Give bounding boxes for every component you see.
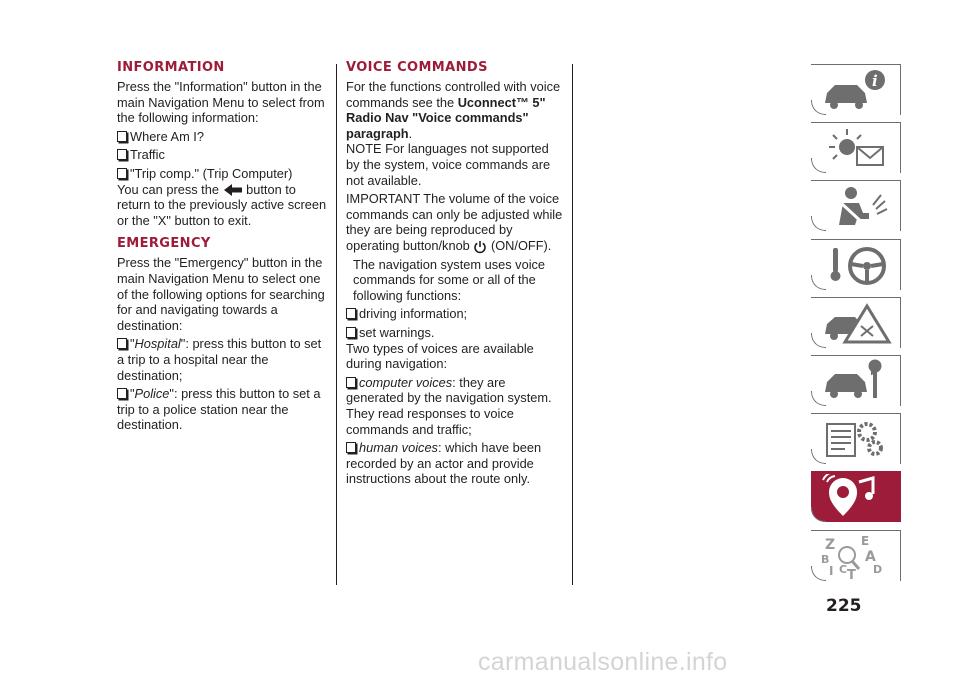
index-letter: Z bbox=[825, 536, 836, 553]
starting-driving-icon bbox=[821, 242, 897, 288]
chapter-tabs bbox=[811, 64, 901, 588]
right-column bbox=[346, 60, 564, 490]
index-letter: D bbox=[873, 562, 883, 576]
checkbox-bullet-icon bbox=[346, 377, 356, 388]
index-letter: B bbox=[821, 552, 830, 566]
tab-index[interactable] bbox=[811, 530, 901, 581]
tab-multimedia[interactable] bbox=[811, 471, 901, 522]
back-arrow-icon bbox=[223, 183, 243, 197]
tab-safety[interactable] bbox=[811, 180, 901, 231]
checkbox-bullet-icon bbox=[117, 149, 127, 160]
car-info-icon bbox=[821, 67, 897, 113]
emergency-intro: Press the "Emergency" button in the main Navigation Menu to select one of the following options for searching for and navigating towards a destination: bbox=[117, 255, 325, 333]
checkbox-bullet-icon bbox=[346, 442, 356, 453]
list-item: "Police": press this button to set a trip to a police station near the destination. bbox=[117, 386, 321, 433]
voice-commands-reference: For the functions controlled with voice commands see the Uconnect™ 5" Radio Nav "Voice commands" paragraph. bbox=[346, 79, 561, 141]
list-item: human voices: which have been recorded by an actor and provide instructions about the route only. bbox=[346, 440, 542, 487]
index-letter: E bbox=[861, 533, 870, 548]
column-divider bbox=[336, 64, 337, 585]
tab-maintenance[interactable] bbox=[811, 355, 901, 406]
tab-car-info[interactable] bbox=[811, 64, 901, 115]
checkbox-bullet-icon bbox=[346, 327, 356, 338]
important-text: IMPORTANT The volume of the voice commands can only be adjusted while they are being reproduced by operating button/knob (ON/OFF). bbox=[346, 191, 563, 253]
index-letter: A bbox=[865, 548, 876, 565]
tab-starting-driving[interactable] bbox=[811, 239, 901, 290]
checkbox-bullet-icon bbox=[117, 388, 127, 399]
index-letter: T bbox=[847, 567, 856, 579]
svg-text:i: i bbox=[872, 72, 878, 90]
information-intro: Press the "Information" button in the main Navigation Menu to select from the following information: bbox=[117, 79, 325, 126]
index-letter: I bbox=[829, 563, 834, 578]
checkbox-bullet-icon bbox=[117, 338, 127, 349]
list-item: Traffic bbox=[117, 147, 329, 163]
note-text: NOTE For languages not supported by the system, voice commands are not available. bbox=[346, 141, 551, 188]
list-item: "Hospital": press this button to set a trip to a hospital near the destination; bbox=[117, 336, 322, 383]
safety-icon bbox=[821, 183, 897, 229]
power-knob-icon bbox=[473, 240, 487, 254]
index-letter: C bbox=[839, 562, 848, 576]
left-column bbox=[117, 60, 329, 436]
technical-data-icon bbox=[821, 416, 897, 462]
emergency-icon bbox=[821, 300, 897, 346]
tab-technical-data[interactable] bbox=[811, 413, 901, 464]
watermark: carmanualsonline.info bbox=[478, 648, 728, 676]
list-item: computer voices: they are generated by the navigation system. They read responses to voice commands and traffic; bbox=[346, 374, 552, 437]
page-number: 225 bbox=[826, 596, 862, 616]
list-item: Where Am I? bbox=[117, 129, 329, 145]
back-button-instruction: You can press the button to return to the previously active screen or the "X" button to exit. bbox=[117, 181, 327, 228]
warning-lights-icon bbox=[821, 125, 897, 171]
nav-intro: The navigation system uses voice commands for some or all of the following functions: bbox=[353, 256, 546, 303]
list-item: driving information; bbox=[346, 306, 564, 322]
checkbox-bullet-icon bbox=[117, 168, 127, 179]
multimedia-icon bbox=[821, 474, 897, 520]
two-types-text: Two types of voices are available during navigation: bbox=[346, 340, 534, 372]
column-divider bbox=[572, 64, 573, 585]
tab-warning-lights[interactable] bbox=[811, 122, 901, 173]
emergency-heading: EMERGENCY bbox=[117, 236, 211, 252]
voice-commands-heading: VOICE COMMANDS bbox=[346, 60, 488, 75]
maintenance-icon bbox=[821, 358, 897, 404]
information-heading: INFORMATION bbox=[117, 60, 225, 75]
index-icon bbox=[821, 533, 897, 579]
list-item: set warnings. bbox=[346, 325, 564, 341]
list-item: "Trip comp." (Trip Computer) bbox=[117, 166, 329, 182]
tab-emergency[interactable] bbox=[811, 297, 901, 348]
checkbox-bullet-icon bbox=[346, 308, 356, 319]
checkbox-bullet-icon bbox=[117, 131, 127, 142]
